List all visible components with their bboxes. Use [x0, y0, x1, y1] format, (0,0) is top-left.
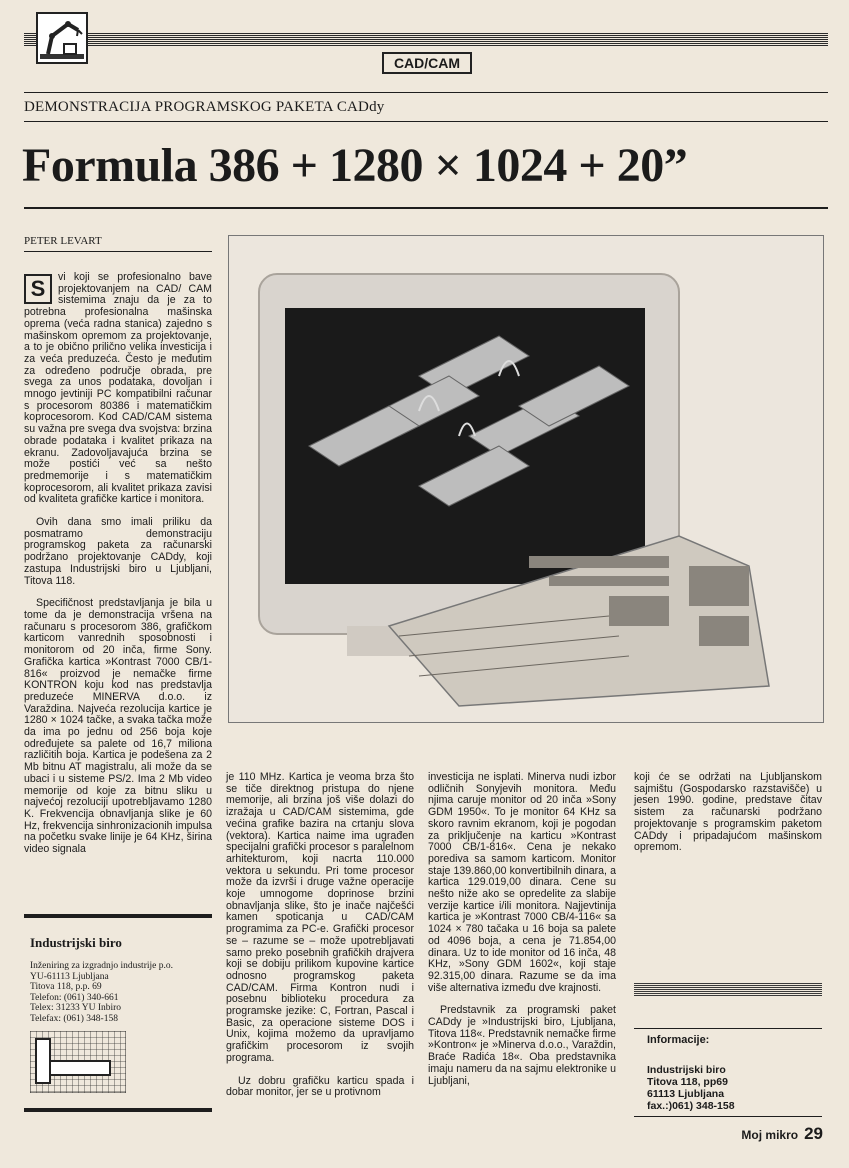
- col3-p1: investicija ne isplati. Minerva nudi izbor odličnih Sonyjevih monitora. Među njima caruje monitor od 20 inča »Sony GDM 1950«. To je monitor 64 KHz sa skoro ravnim ekranom, koji je pogodan za priključenje na karticu »Kontrast 7000 CB/1-816«. Cena je nekako poredіva sa samom karticom. Monitor staje 139.860,00 konvertibilnih dinara, a kartica 129.019,00 dinara. Cene su nešto niže ako se opredelite za slabije verzije kartice i/ili monitora. Najjevtinija kartica je »Kontrast 7000 CB/4-116« sa 1024 × 780 tačaka u 16 boja sa palete od 4096 boja, a cena je 71.854,00 dinara. Uz to ide monitor od 16 inča, 48 KHz, »Sony GDM 1602«, koji staje 92.315,00 dinara. Razume se da ima više alternativa između dve krajnosti.: [428, 771, 616, 994]
- col3-p2: Predstavnik za programski paket CADdy je »Industrijski biro, Ljubljana, Titova 118«. Predstavnik nemačke firme »Kontron« je »Minerva d.o.o., Varaždin, Braće Radića 18«. Oba predstavnika imaju nameru da na sajmu elektronike u Ljubljani,: [428, 1004, 616, 1087]
- column-1: [24, 272, 212, 867]
- kicker: DEMONSTRACIJA PROGRAMSKOG PAKETA CADdy: [24, 99, 385, 115]
- info-title: Informacije:: [647, 1034, 710, 1046]
- info-line: 61113 Ljubljana: [647, 1088, 725, 1100]
- author: PETER LEVART: [24, 235, 102, 247]
- page-number: 29: [804, 1124, 823, 1143]
- col1-p2: Ovih dana smo imali priliku da posmatramo demonstraciju programskog paketa za računarski podržano projektovanje CADdy, koji zastupa Industrijski biro u Ljubljani, Titova 118.: [24, 516, 212, 587]
- header-stripe: [24, 33, 828, 47]
- column-3: [428, 772, 616, 1098]
- info-line: Titova 118, pp69: [647, 1076, 728, 1088]
- ad-lines: [30, 961, 173, 1024]
- column-4: [634, 772, 822, 865]
- section-tag: CAD/CAM: [382, 52, 472, 74]
- drop-cap: S: [24, 274, 52, 304]
- grid-logo-icon: [30, 1031, 126, 1093]
- ad-line: Telefon: (061) 340-661: [30, 992, 119, 1003]
- column-2: [226, 772, 414, 1110]
- ad-line: Inženiring za izgradnjo industrije p.o.: [30, 961, 173, 971]
- kicker-rule: [24, 121, 828, 122]
- ad-bottom-rule: [24, 1108, 212, 1112]
- top-rule: [24, 92, 828, 93]
- ad-line: Telex: 31233 YU Inbiro: [30, 1003, 122, 1013]
- info-rule: [634, 1028, 822, 1029]
- page-footer: [741, 1124, 823, 1144]
- ad-line: Titova 118, p.p. 69: [30, 982, 102, 992]
- col4-p1: koji će se održati na Ljubljanskom sajmištu (Gospodarsko razstavišče) u jesen 1990. godine, predstave čitav sistem za računarski podržano projektovanje s programskim paketom CADdy i pripadajućom mašinskom opremom.: [634, 771, 822, 854]
- headline: Formula 386 + 1280 × 1024 + 20”: [22, 139, 688, 192]
- headline-rule: [24, 207, 828, 209]
- col1-p3: Specifičnost predstavljanja je bila u tome da je demonstracija vršena na računaru s procesorom 386, grafičkom karticom vanrednih sposobnosti i monitorom od 20 inča, firme Sony. Grafička kartica »Kontrast 7000 CB/1-816« proizvod je nemačke firme KONTRON koju kod nas predstavlja preduzeće MINERVA d.o.o. iz Varaždina. Najveća rezolucija kartice je 1280 × 1024 tačke, a svaka tačka može da ima po jednu od 256 boja koje određujete sa palete od 16,7 miliona različitih boja. Kartica je podešena za 2 Mb bitnu AT magistralu, ali može da se ubaci i u sisteme PS/2. Ima 2 Mb video memorije od koje za bitnu sliku u najvećoj rezoluciji upotrebljavamo 1280 K. Frekvencija obnavljanja slike je 60 Hz, frekvencija sinhronizacionih impulsa na početku svake linije je 64 KHz, širina video signala: [24, 597, 212, 856]
- col2-p1: je 110 MHz. Kartica je veoma brza što se tiče direktnog pristupa do njene memorije, ali brzina još više dolazi do izražaja u CAD/CAM sistemima, gde većina grafike bazira na crtanju slova (vektora). Kartica naime ima ugrađen specijalni grafički procesor s paralelnom arhitekturom, koji nacrta 110.000 vektora u sekundu. Pri tome procesor može da izvrši i druge važne operacije koje umnogome doprinose brzini obnavljanja slike, što je inače najčešći kamen spoticanja u CAD/CAM programima za PC-e. Grafički procesor se – razume se – može upotrebljavati samo preko posebnih grafičkih drajvera koji se dobiju prilikom kupovine kartice odnosno programskog paketa CAD/CAM. Firma Kontron nudi i posebnu biblioteku procedura za programske jezike: C, Fortran, Pascal i Basic, za operacione sisteme DOS i Unix, kojima možemo da upravljamo grafičkim procesorom iz svojih programa.: [226, 771, 414, 1064]
- info-lines: [647, 1064, 735, 1112]
- ad-title: Industrijski biro: [30, 935, 122, 950]
- author-rule: [24, 251, 212, 252]
- ad-top-rule: [24, 914, 212, 918]
- info-line: Industrijski biro: [647, 1064, 726, 1076]
- col1-p1: vi koji se profesionalno bave projektovanjem na CAD/ CAM sistemima znaju da je za to potrebna profesionalna mašinska oprema (veća radna stanica) zajedno s mašinskom opremom za projektovanje, a to je obično prilično velika investicija i za veća preduzeća. Često je međutim za određeno područje obrada, pre svega za unos podataka, dovoljan i mnogo jevtiniji PC kompatibilni računar s procesorom 80386 i matematičkim koprocesorom. Kod CAD/CAM sistema su važna pre svega dva svojstva: brzina obrade podataka i kvalitet prikaza na ekranu. Zadovoljavajuća brzina se može postići već sa nešto predmemorije i s matematičkim koprocesorom, ali kvalitet prikaza zavisi od kvaliteta grafičke kartice i monitora.: [24, 271, 212, 506]
- ad-line: YU-61113 Ljubljana: [30, 971, 109, 982]
- magazine-name: Moj mikro: [741, 1128, 799, 1142]
- col2-p2: Uz dobru grafičku karticu spada i dobar monitor, jer se u protivnom: [226, 1074, 414, 1099]
- info-stripe: [634, 983, 822, 997]
- info-bottom-rule: [634, 1116, 822, 1117]
- ad-line: Telefax: (061) 348-158: [30, 1013, 118, 1024]
- article-photo: [228, 235, 824, 723]
- robot-arm-icon: [36, 12, 88, 64]
- info-line: fax.:)061) 348-158: [647, 1100, 735, 1112]
